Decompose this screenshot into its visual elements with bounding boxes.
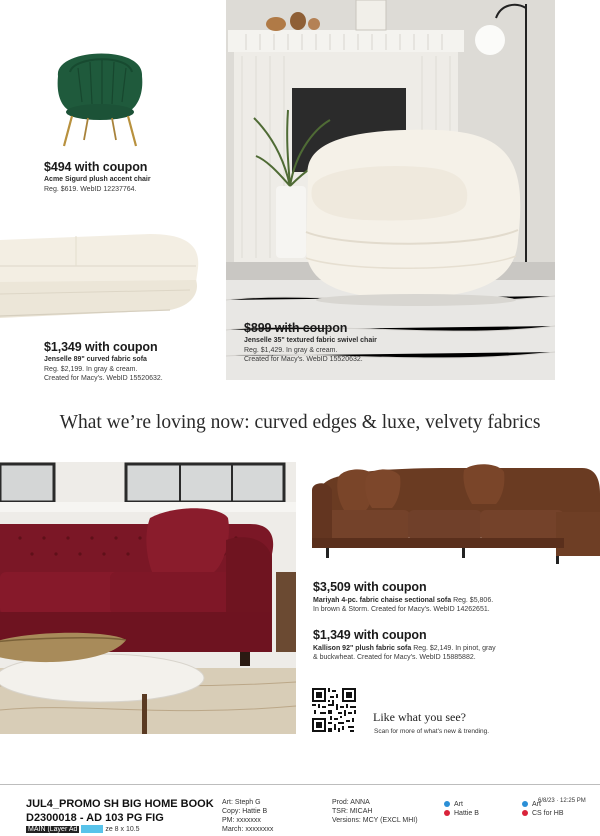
kallison-sofa-price: $1,349 with coupon <box>313 628 427 642</box>
jenselle-chair-desc-2: Created for Macy's. WebID 15520632. <box>244 356 363 363</box>
acme-chair-desc: Reg. $619. WebID 12237764. <box>44 186 137 193</box>
footer-legend-cs: CS for HB <box>522 809 564 818</box>
kallison-sofa-reg: Reg. $2,149. In pinot, gray <box>413 645 496 652</box>
footer-job-title: JUL4_PROMO SH BIG HOME BOOK <box>26 798 214 810</box>
cream-curved-sofa-image <box>0 222 204 324</box>
kallison-sofa-name: Kallison 92" plush fabric sofa <box>313 645 412 652</box>
footer-legend-art: Art <box>444 800 463 809</box>
jenselle-chair-name: Jenselle 35" textured fabric swivel chair <box>244 337 377 344</box>
footer-layer-info <box>26 825 140 835</box>
jenselle-sofa-desc-2: Created for Macy's. WebID 15520632. <box>44 375 163 382</box>
jenselle-sofa-price: $1,349 with coupon <box>44 340 158 354</box>
jenselle-chair-desc-1: Reg. $1,429. In gray & cream. <box>244 347 338 354</box>
section-headline: What we’re loving now: curved edges & luxe, velvety fabrics <box>59 412 541 433</box>
footer-date: 6/8/23 · 12:25 PM <box>538 798 586 804</box>
acme-chair-name: Acme Sigurd plush accent chair <box>44 176 151 183</box>
footer-prod: Prod: ANNA <box>332 799 370 806</box>
mariyah-sectional-price: $3,509 with coupon <box>313 580 427 594</box>
footer-legend-art-2: Art <box>522 800 541 809</box>
footer-size: ze 8 x 10.5 <box>105 826 140 833</box>
blue-dot-icon <box>444 801 450 807</box>
mariyah-sectional-name: Mariyah 4-pc. fabric chaise sectional sofa <box>313 597 452 604</box>
burgundy-sofa-room-photo <box>0 462 296 734</box>
footer-divider <box>0 784 600 785</box>
footer-march: March: xxxxxxxx <box>222 826 274 833</box>
jenselle-sofa-desc-1: Reg. $2,199. In gray & cream. <box>44 366 138 373</box>
footer-layer-label: MAIN (Layer Ad <box>28 826 78 833</box>
footer-color-swatch <box>81 825 103 833</box>
qr-code[interactable] <box>312 688 356 732</box>
mariyah-sectional-reg: Reg. $5,806. <box>453 597 494 604</box>
jenselle-chair-price: $899 with coupon <box>244 321 348 335</box>
footer-legend-hattie: Hattie B <box>444 809 479 818</box>
acme-chair-price: $494 with coupon <box>44 160 148 174</box>
kallison-sofa-desc-2: & buckwheat. Created for Macy's. WebID 15885882. <box>313 654 476 661</box>
footer-copy: Copy: Hattie B <box>222 808 268 815</box>
mariyah-sectional-desc-1 <box>313 596 493 605</box>
footer-art: Art: Steph G <box>222 799 261 806</box>
footer-tsr: TSR: MICAH <box>332 808 373 815</box>
blue-dot-icon <box>522 801 528 807</box>
red-dot-icon <box>444 810 450 816</box>
jenselle-sofa-name: Jenselle 89" curved fabric sofa <box>44 356 147 363</box>
footer-versions: Versions: MCY (EXCL MHI) <box>332 817 418 824</box>
red-dot-icon <box>522 810 528 816</box>
green-accent-chair-image <box>48 42 152 150</box>
kallison-sofa-desc-1 <box>313 644 496 653</box>
footer-job-code: D2300018 - AD 103 PG FIG <box>26 812 164 824</box>
brown-sectional-sofa-image <box>312 460 600 564</box>
promo-title: Like what you see? <box>373 710 466 724</box>
promo-subtitle: Scan for more of what's new & trending. <box>374 728 490 735</box>
mariyah-sectional-desc-2: In brown & Storm. Created for Macy's. WebID 14262651. <box>313 606 490 613</box>
footer-pm: PM: xxxxxxx <box>222 817 261 824</box>
